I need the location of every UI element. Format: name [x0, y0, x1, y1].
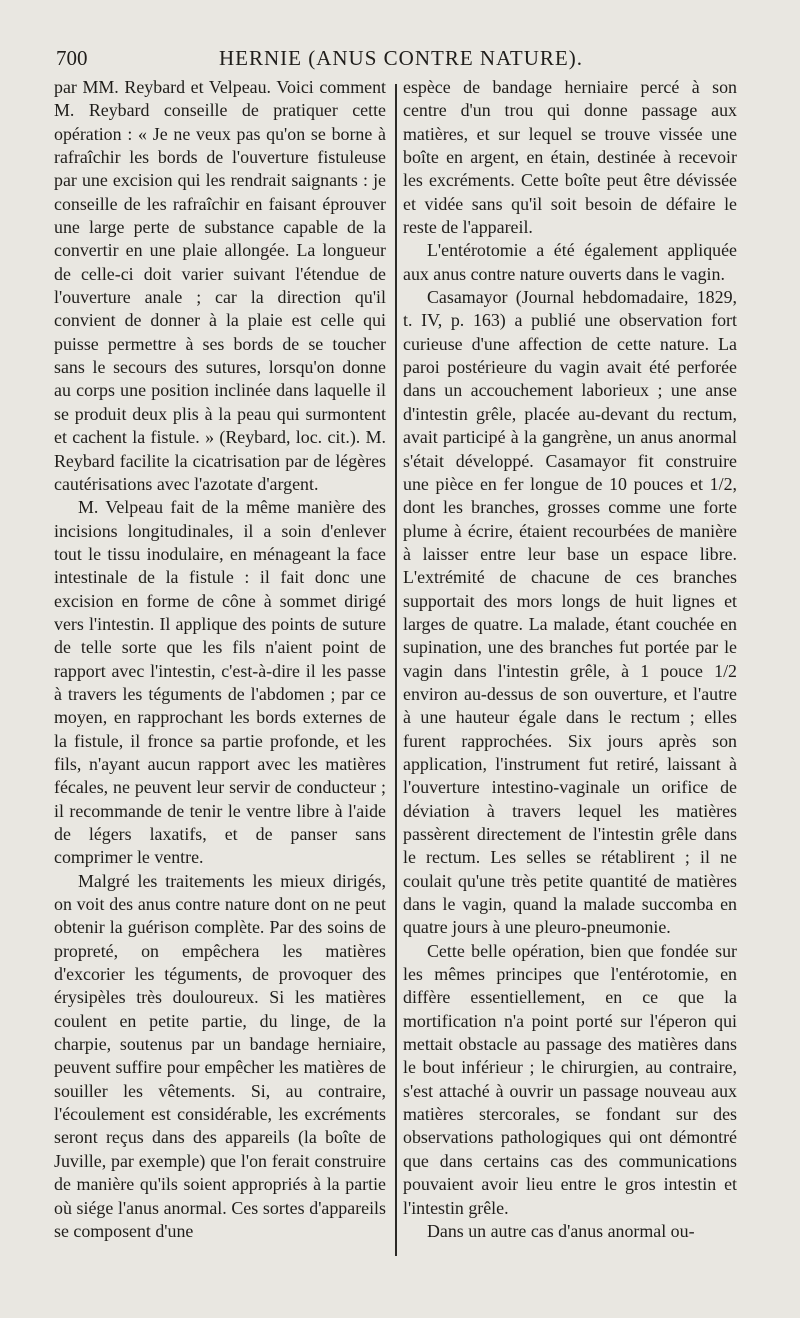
left-column	[54, 76, 386, 1243]
paragraph-reybard-quote: par MM. Reybard et Velpeau. Voici comment M. Reybard conseille de pratiquer cette opération : « Je ne veux pas qu'on se borne à rafraîchir les bords de l'ouverture fistuleuse par une excision qui les rendrait saignants : je conseille de les rafraîchir en faisant éprouver une large perte de substance capable de la convertir en une plaie allongée. La longueur de celle-ci doit varier suivant l'étendue de l'ouverture anale ; car la direction qu'il convient de donner à la plaie est celle qui puisse permettre à ses bords de se toucher sans le secours des sutures, lorsqu'on donne au corps une position inclinée dans laquelle il se produit deux plis à la peau qui surmontent et cachent la fistule. » (Reybard, loc. cit.). M. Reybard facilite la cicatrisation par de légères cautérisations avec l'azotate d'argent.	[54, 77, 386, 494]
paragraph-autre-cas: Dans un autre cas d'anus anormal ou-	[427, 1220, 695, 1241]
page-number: 700	[56, 46, 88, 70]
page-header	[56, 40, 746, 80]
right-column	[403, 76, 737, 1243]
paragraph-enterotomie: L'entérotomie a été également appliquée aux anus contre nature ouverts dans le vagin.	[403, 240, 737, 284]
running-title: HERNIE (ANUS CONTRE NATURE).	[219, 46, 583, 70]
paragraph-malgre-traitements: Malgré les traitements les mieux dirigés, on voit des anus contre nature dont on ne peut obtenir la guérison complète. Par des soins de propreté, on empêchera les matières d'excorier les téguments, de provoquer des érysipèles très douloureux. Si les matières coulent en petite partie, du linge, de la charpie, soutenus par un bandage herniaire, peuvent suffire pour empêcher les matières de souiller les vêtements. Si, au contraire, l'écoulement est considérable, les excréments seront reçus dans des appareils (la boîte de Juville, par exemple) que l'on ferait construire de manière qu'ils soient appropriés à la partie où siége l'anus anormal. Ces sortes d'appareils se composent d'une	[54, 870, 386, 1241]
paragraph-bandage-continuation: espèce de bandage herniaire percé à son centre d'un trou qui donne passage aux matières, et sur lequel se trouve vissée une boîte en argent, en étain, destinée à recevoir les excréments. Cette boîte peut être dévissée et vidée sans qu'il soit besoin de défaire le reste de l'appareil.	[403, 77, 737, 238]
paragraph-belle-operation: Cette belle opération, bien que fondée sur les mêmes principes que l'entérotomie, en diffère essentiellement, en ce que la mortification n'a point porté sur l'éperon qui mettait obstacle au passage des matières dans le bout inférieur ; le chirurgien, au contraire, s'est attaché à ouvrir un passage nouveau aux matières stercorales, se fondant sur des observations pathologiques qui ont démontré que dans certains cas des communications pouvaient avoir lieu entre le gros intestin et l'intestin grêle.	[403, 940, 737, 1218]
column-divider	[395, 84, 397, 1256]
paragraph-velpeau: M. Velpeau fait de la même manière des incisions longitudinales, il a soin d'enlever tout le tissu inodulaire, en ménageant la face intestinale de la fistule : il fait donc une excision en forme de cône à sommet dirigé vers l'intestin. Il applique des points de suture de telle sorte que les fils n'aient point de rapport avec l'intestin, c'est-à-dire il les passe à travers les téguments de l'abdomen ; par ce moyen, en rapprochant les bords externes de la fistule, il fronce sa partie profonde, et les fils, n'ayant aucun rapport avec les matières fécales, ne peuvent leur servir de conducteur ; il recommande de tenir le ventre libre à l'aide de légers laxatifs, et de panser sans comprimer le ventre.	[54, 497, 386, 868]
paragraph-casamayor: Casamayor (Journal hebdomadaire, 1829, t. IV, p. 163) a publié une observation fort curieuse d'une affection de cette nature. La paroi postérieure du vagin avait été perforée dans un accouchement laborieux ; une anse d'intestin grêle, placée au-devant du rectum, avait participé à la gangrène, un anus anormal s'était développé. Casamayor fit construire une pièce en fer longue de 10 pouces et 1/2, dont les branches, grosses comme une forte plume à écrire, étaient recourbées de manière à laisser entre leur base un espace libre. L'extrémité de chacune de ces branches supportait des mors longs de huit lignes et larges de quatre. La malade, étant couchée en supination, une des branches fut portée par le vagin dans l'intestin grêle, à 1 pouce 1/2 environ au-dessus de son ouverture, et l'autre à une hauteur égale dans le rectum ; elles furent rapprochées. Six jours après son application, l'instrument fut retiré, laissant à l'ouverture intestino-vaginale un orifice de déviation à travers lequel les matières passèrent directement de l'intestin grêle dans le rectum. Les selles se rétablirent ; il ne coulait qu'une très petite quantité de matières dans le vagin, quand la malade succomba en quatre jours à une pleuro-pneumonie.	[403, 287, 737, 938]
